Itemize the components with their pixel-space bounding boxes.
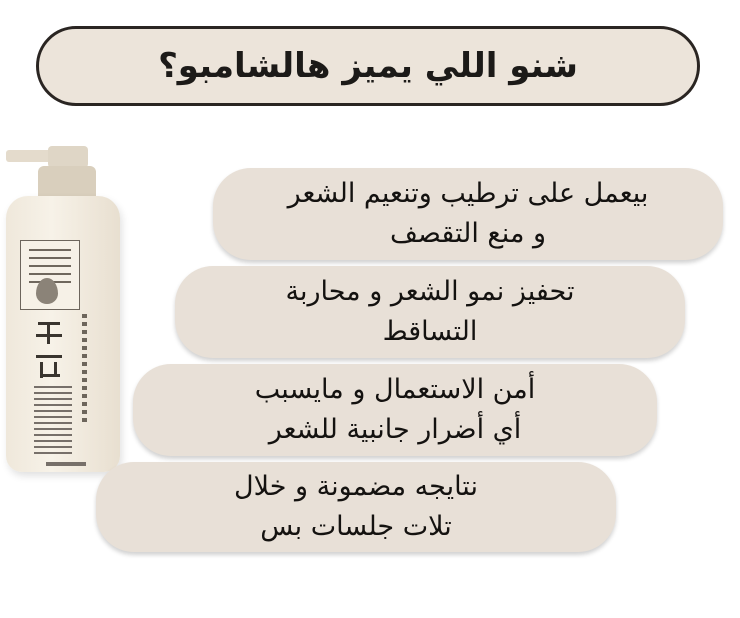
feature-4-line-1: نتايجه مضمونة و خلال [234, 471, 478, 502]
pump-stem [48, 146, 88, 168]
feature-pill-3 [133, 364, 657, 456]
feature-pill-2 [175, 266, 685, 358]
feature-3-line-1: أمن الاستعمال و مايسبب [254, 374, 536, 405]
feature-1-line-1: بيعمل على ترطيب وتنعيم الشعر [287, 178, 649, 209]
feature-2-line-2: التساقط [382, 316, 478, 347]
bottle-side-text [82, 314, 87, 424]
feature-pill-4 [96, 462, 616, 552]
pump-nozzle [6, 150, 52, 162]
feature-pill-1 [213, 168, 723, 260]
feature-2-line-1: تحفيز نمو الشعر و محاربة [285, 276, 575, 307]
feature-4-line-2: تلات جلسات بس [260, 511, 452, 542]
droplet-icon [36, 278, 58, 304]
bottle-body [6, 196, 120, 472]
feature-3-line-2: أي أضرار جانبية للشعر [268, 414, 522, 445]
page-title: شنو اللي يميز هالشامبو؟ [158, 46, 578, 86]
feature-1-line-2: و منع التقصف [389, 218, 547, 249]
title-banner [36, 26, 700, 106]
shampoo-bottle-icon [0, 140, 130, 480]
bottle-volume-text [46, 462, 86, 466]
brand-glyph-icon-2 [34, 352, 64, 380]
brand-glyph-icon [34, 318, 64, 346]
bottle-fine-print [34, 386, 72, 456]
